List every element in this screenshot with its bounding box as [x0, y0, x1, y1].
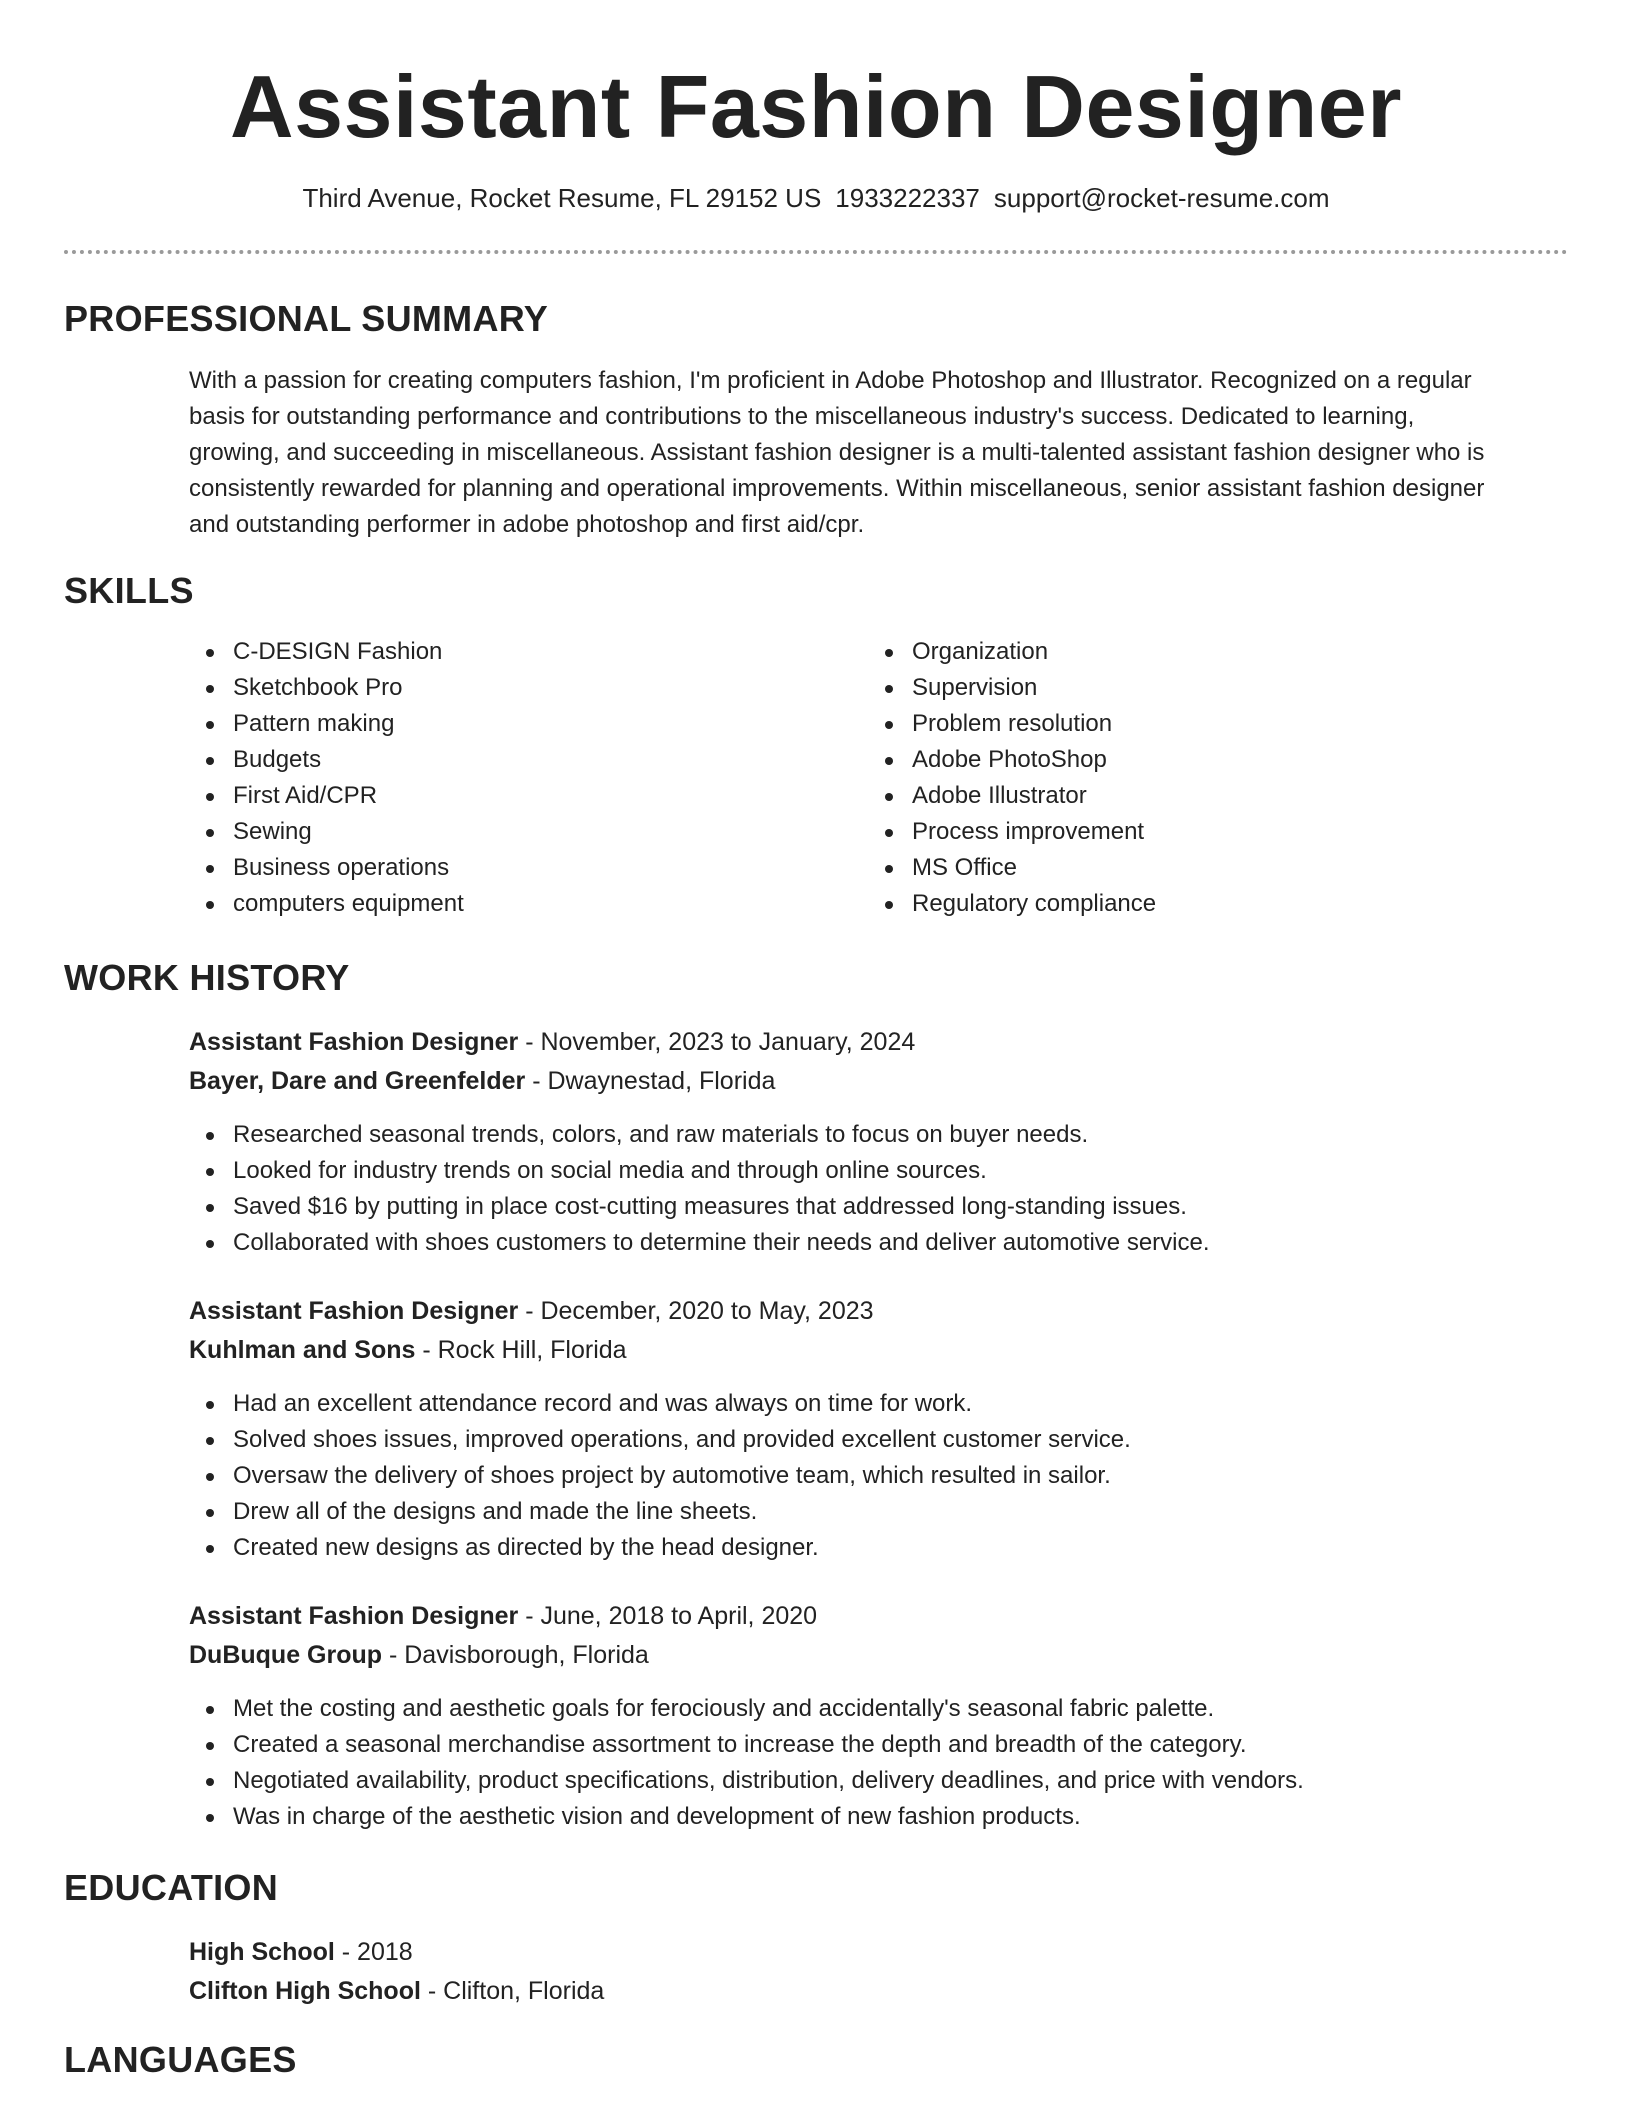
summary-heading: PROFESSIONAL SUMMARY: [64, 298, 549, 339]
skill-item: First Aid/CPR: [189, 778, 464, 814]
job-bullet: Oversaw the delivery of shoes project by automotive team, which resulted in sailor.: [189, 1458, 1131, 1494]
job-bullet: Researched seasonal trends, colors, and raw materials to focus on buyer needs.: [189, 1117, 1210, 1153]
job-bullet: Solved shoes issues, improved operations, and provided excellent customer service.: [189, 1422, 1131, 1458]
skill-item: Regulatory compliance: [868, 886, 1156, 922]
job-bullet: Created new designs as directed by the head designer.: [189, 1530, 1131, 1566]
skill-item: Adobe Illustrator: [868, 778, 1156, 814]
job-role: Assistant Fashion Designer: [189, 1297, 519, 1325]
skill-item: Sewing: [189, 814, 464, 850]
contact-address: Third Avenue, Rocket Resume, FL 29152 US: [302, 183, 822, 213]
summary-text: [189, 363, 1549, 543]
education-location: - Clifton, Florida: [420, 1977, 605, 2005]
skill-item: computers equipment: [189, 886, 464, 922]
skill-item: C-DESIGN Fashion: [189, 634, 464, 670]
job-company: DuBuque Group: [189, 1641, 383, 1669]
job-bullet: Drew all of the designs and made the line sheets.: [189, 1494, 1131, 1530]
job-title-line: [189, 1023, 915, 1061]
skill-item: Problem resolution: [868, 706, 1156, 742]
job-bullet: Created a seasonal merchandise assortment to increase the depth and breadth of the category.: [189, 1727, 1304, 1763]
header-divider: [64, 250, 1568, 254]
job-role: Assistant Fashion Designer: [189, 1602, 519, 1630]
job-title-line: [189, 1292, 874, 1330]
job-location: - Davisborough, Florida: [382, 1641, 649, 1669]
skill-item: Budgets: [189, 742, 464, 778]
job-role: Assistant Fashion Designer: [189, 1028, 519, 1056]
skill-item: MS Office: [868, 850, 1156, 886]
skill-item: Pattern making: [189, 706, 464, 742]
summary-line: basis for outstanding performance and contributions to the miscellaneous industry's success. Dedicated to learning,: [189, 403, 1415, 430]
skill-item: Business operations: [189, 850, 464, 886]
skill-item: Adobe PhotoShop: [868, 742, 1156, 778]
education-degree-line: [189, 1933, 413, 1971]
skills-list-right: [868, 634, 1156, 922]
job-bullet: Negotiated availability, product specifications, distribution, delivery deadlines, and price with vendors.: [189, 1763, 1304, 1799]
work-heading: WORK HISTORY: [64, 957, 350, 998]
contact-phone: 1933222337: [835, 183, 980, 213]
education-school-line: [189, 1972, 604, 2010]
contact-line: [0, 178, 1632, 218]
job-bullet: Saved $16 by putting in place cost-cutting measures that addressed long-standing issues.: [189, 1189, 1210, 1225]
summary-line: With a passion for creating computers fashion, I'm proficient in Adobe Photoshop and Illustrator. Recognized on a regular: [189, 367, 1472, 394]
job-title-line: [189, 1597, 817, 1635]
candidate-name: Assistant Fashion Designer: [230, 57, 1402, 156]
job-location: - Dwaynestad, Florida: [525, 1067, 776, 1095]
skill-item: Organization: [868, 634, 1156, 670]
skills-heading: SKILLS: [64, 570, 194, 611]
summary-line: growing, and succeeding in miscellaneous. Assistant fashion designer is a multi-talented assistant fashion designer who is: [189, 439, 1485, 466]
job-company-line: [189, 1636, 649, 1674]
skill-item: Process improvement: [868, 814, 1156, 850]
education-school: Clifton High School: [189, 1977, 421, 2005]
job-bullet: Looked for industry trends on social media and through online sources.: [189, 1153, 1210, 1189]
job-dates: - June, 2018 to April, 2020: [518, 1602, 818, 1630]
skill-item: Supervision: [868, 670, 1156, 706]
education-degree: High School: [189, 1938, 335, 1966]
job-location: - Rock Hill, Florida: [415, 1336, 627, 1364]
summary-line: and outstanding performer in adobe photoshop and first aid/cpr.: [189, 511, 865, 538]
languages-heading: LANGUAGES: [64, 2039, 297, 2080]
job-company-line: [189, 1062, 775, 1100]
education-year: - 2018: [334, 1938, 413, 1966]
job-company: Kuhlman and Sons: [189, 1336, 416, 1364]
skill-item: Sketchbook Pro: [189, 670, 464, 706]
job-bullet: Had an excellent attendance record and was always on time for work.: [189, 1386, 1131, 1422]
job-bullet: Was in charge of the aesthetic vision and development of new fashion products.: [189, 1799, 1304, 1835]
job-company-line: [189, 1331, 627, 1369]
job-bullets: [189, 1386, 1131, 1566]
skills-list-left: [189, 634, 464, 922]
summary-line: consistently rewarded for planning and operational improvements. Within miscellaneous, senior assistant fashion designer: [189, 475, 1485, 502]
job-dates: - December, 2020 to May, 2023: [518, 1297, 874, 1325]
education-heading: EDUCATION: [64, 1867, 279, 1908]
job-company: Bayer, Dare and Greenfelder: [189, 1067, 526, 1095]
contact-email: support@rocket-resume.com: [993, 183, 1330, 213]
job-bullet: Collaborated with shoes customers to determine their needs and deliver automotive service.: [189, 1225, 1210, 1261]
job-bullets: [189, 1691, 1304, 1835]
job-dates: - November, 2023 to January, 2024: [518, 1028, 916, 1056]
job-bullets: [189, 1117, 1210, 1261]
job-bullet: Met the costing and aesthetic goals for ferociously and accidentally's seasonal fabric palette.: [189, 1691, 1304, 1727]
